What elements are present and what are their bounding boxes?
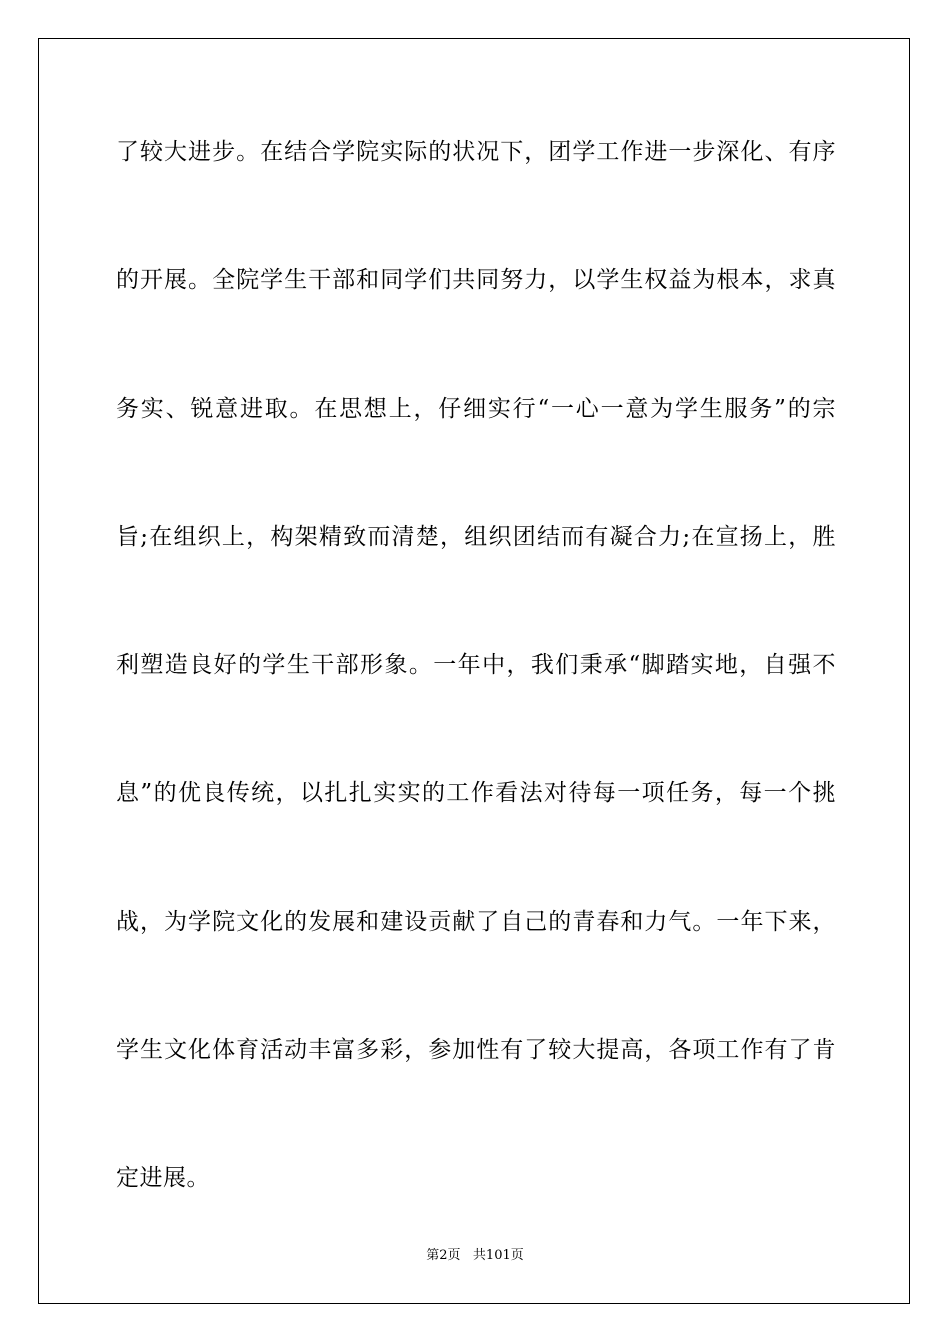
total-pages: 共101页 (472, 1248, 524, 1263)
body-paragraph (116, 126, 836, 1281)
text-line: 务实、锐意进取。在思想上，仔细实行“一心一意为学生服务”的宗 (116, 395, 836, 422)
text-line: 学生文化体育活动丰富多彩，参加性有了较大提高，各项工作有了肯 (116, 1037, 836, 1064)
text-line: 息”的优良传统，以扎扎实实的工作看法对待每一项任务，每一个挑 (116, 780, 836, 807)
text-line: 战，为学院文化的发展和建设贡献了自己的青春和力气。一年下来， (116, 908, 836, 935)
page-number: 第2页 (426, 1248, 461, 1263)
text-line: 利塑造良好的学生干部形象。一年中，我们秉承“脚踏实地，自强不 (116, 652, 836, 679)
text-line: 了较大进步。在结合学院实际的状况下，团学工作进一步深化、有序 (116, 139, 836, 165)
text-line: 定进展。 (116, 1165, 210, 1192)
text-line: 的开展。全院学生干部和同学们共同努力，以学生权益为根本，求真 (116, 267, 836, 294)
page-footer (0, 1247, 950, 1265)
text-line: 旨;在组织上，构架精致而清楚，组织团结而有凝合力;在宣扬上，胜 (116, 523, 836, 550)
